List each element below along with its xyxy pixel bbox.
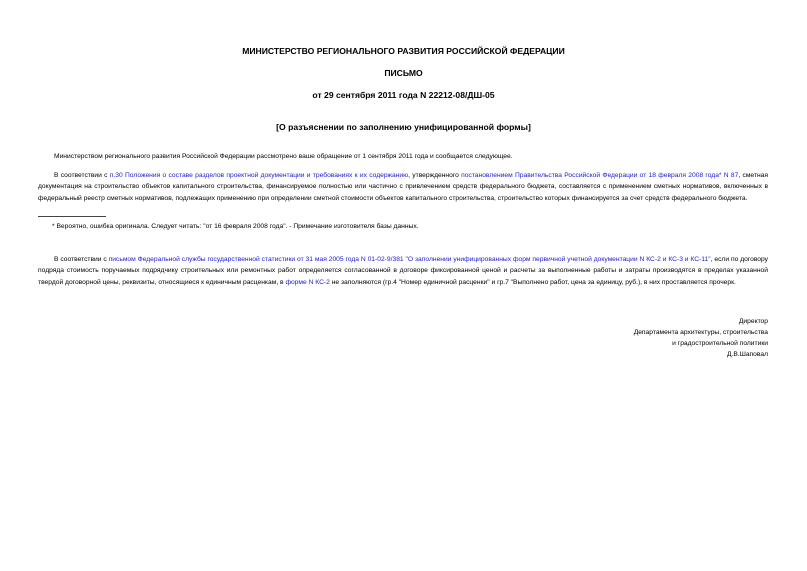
paragraph-text: , утвержденного — [408, 172, 462, 179]
rosstat-letter-link[interactable]: письмом Федеральной службы государственной статистики от 31 мая 2005 года N 01-02-9/381 "О заполнении унифицированных форм первичной учетной документации N КС-2 и КС-3 и КС-11" — [108, 256, 711, 263]
paragraph-regulation — [38, 170, 768, 204]
ministry-heading: МИНИСТЕРСТВО РЕГИОНАЛЬНОГО РАЗВИТИЯ РОССИЙСКОЙ ФЕДЕРАЦИИ — [242, 46, 565, 56]
paragraph-text: В соответствии с — [54, 256, 109, 263]
signature-position-3: и градостроительной политики — [672, 340, 768, 347]
form-ks2-link[interactable]: форме N КС-2 — [285, 278, 330, 286]
government-decree-link[interactable]: постановлением Правительства Российской Федерации от 18 февраля 2008 года* N 87 — [461, 172, 739, 179]
paragraph-text: не заполняются (гр.4 "Номер единичной расценки" и гр.7 "Выполнено работ, цена за единицу, руб.), в них проставляется прочерк. — [329, 278, 736, 286]
document-date-number: от 29 сентября 2011 года N 22212-08/ДШ-05 — [312, 90, 495, 100]
paragraph-text: , если по договору подряда стоимость поручаемых подрядчику строительных или ремонтных работ определяется согласованной в договоре фиксированной ценой и расчеты за выполненные работы и затраты производятся в пределах указанной твердой договорной цены, реквизиты, относящиеся к единичным расценкам, в — [38, 256, 769, 286]
paragraph-statistics — [38, 254, 768, 288]
footnote: * Вероятно, ошибка оригинала. Следует читать: "от 16 февраля 2008 года". - Примечание изготовителя базы данных. — [52, 223, 419, 230]
paragraph-text: , сметная документация на строительство объектов капитального строительства, финансируемое полностью или частично с привлечением средств федерального бюджета, составляется с применением сметных нормативов, включенных в федеральный реестр сметных нормативов, подлежащих применению при определении сметной стоимости объектов капитального строительства, строительство которых финансируется за счет средств федерального бюджета. — [38, 172, 769, 202]
signature-name: Д.В.Шаповал — [727, 351, 768, 358]
signature-position-2: Департамента архитектуры, строительства — [633, 329, 768, 336]
paragraph-intro: Министерством регионального развития Российской Федерации рассмотрено ваше обращение от 1 сентября 2011 года и сообщается следующее. — [54, 153, 513, 160]
document-subject: [О разъяснении по заполнению унифицированной формы] — [276, 122, 531, 132]
document-type: ПИСЬМО — [384, 68, 423, 78]
paragraph-text: В соответствии с — [54, 172, 110, 179]
regulation-clause-link[interactable]: п.30 Положения о составе разделов проектной документации и требованиях к их содержанию — [109, 172, 409, 179]
footnote-divider — [38, 216, 106, 217]
signature-position-1: Директор — [738, 318, 768, 325]
